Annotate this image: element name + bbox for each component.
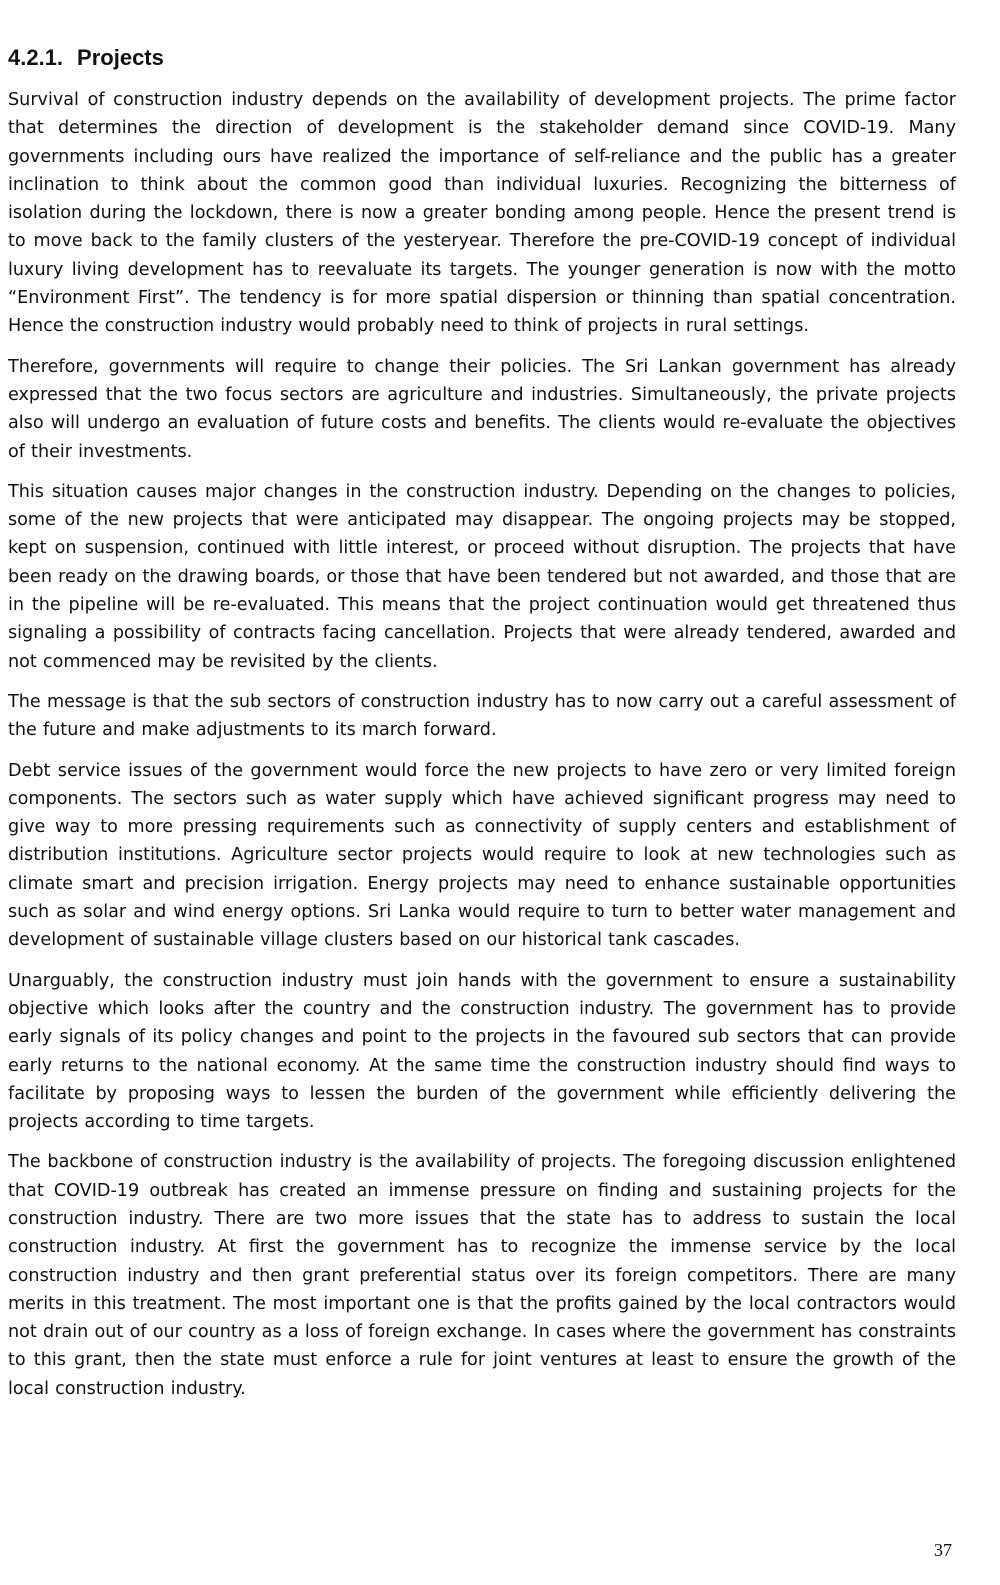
section-heading: [8, 44, 956, 72]
paragraph: Survival of construction industry depends on the availability of development projects. The prime factor that determines the direction of development is the stakeholder demand since COVID-19. Many governments including ours have realized the importance of self-reliance and the public has a greater inclination to think about the common good than individual luxuries. Recognizing the bitterness of isolation during the lockdown, there is now a greater bonding among people. Hence the present trend is to move back to the family clusters of the yesteryear. Therefore the pre-COVID-19 concept of individual luxury living development has to reevaluate its targets. The younger generation is now with the motto “Environment First”. The tendency is for more spatial dispersion or thinning than spatial concentration. Hence the construction industry would probably need to think of projects in rural settings.: [8, 90, 956, 337]
section-number: 4.2.1.: [8, 45, 64, 70]
document-page: [8, 44, 956, 1415]
section-title: Projects: [77, 45, 164, 70]
paragraph: The message is that the sub sectors of construction industry has to now carry out a careful assessment of the future and make adjustments to its march forward.: [8, 691, 956, 741]
paragraph: Debt service issues of the government would force the new projects to have zero or very limited foreign components. The sectors such as water supply which have achieved significant progress may need to give way to more pressing requirements such as connectivity of supply centers and establishment of distribution institutions. Agriculture sector projects would require to look at new technologies such as climate smart and precision irrigation. Energy projects may need to enhance sustainable opportunities such as solar and wind energy options. Sri Lanka would require to turn to better water management and development of sustainable village clusters based on our historical tank cascades.: [8, 760, 956, 951]
page-number: 37: [934, 1540, 952, 1560]
paragraph: The backbone of construction industry is the availability of projects. The foregoing discussion enlightened that COVID-19 outbreak has created an immense pressure on finding and sustaining projects for the construction industry. There are two more issues that the state has to address to sustain the local construction industry. At first the government has to recognize the immense service by the local construction industry and then grant preferential status over its foreign competitors. There are many merits in this treatment. The most important one is that the profits gained by the local contractors would not drain out of our country as a loss of foreign exchange. In cases where the government has constraints to this grant, then the state must enforce a rule for joint ventures at least to ensure the growth of the local construction industry.: [8, 1152, 956, 1399]
paragraph: This situation causes major changes in the construction industry. Depending on the changes to policies, some of the new projects that were anticipated may disappear. The ongoing projects may be stopped, kept on suspension, continued with little interest, or proceed without disruption. The projects that have been ready on the drawing boards, or those that have been tendered but not awarded, and those that are in the pipeline will be re-evaluated. This means that the project continuation would get threatened thus signaling a possibility of contracts facing cancellation. Projects that were already tendered, awarded and not commenced may be revisited by the clients.: [8, 481, 956, 672]
paragraph: Therefore, governments will require to change their policies. The Sri Lankan government has already expressed that the two focus sectors are agriculture and industries. Simultaneously, the private projects also will undergo an evaluation of future costs and benefits. The clients would re-evaluate the objectives of their investments.: [8, 356, 956, 462]
paragraph: Unarguably, the construction industry must join hands with the government to ensure a sustainability objective which looks after the country and the construction industry. The government has to provide early signals of its policy changes and point to the projects in the favoured sub sectors that can provide early returns to the national economy. At the same time the construction industry should find ways to facilitate by proposing ways to lessen the burden of the government while efficiently delivering the projects according to time targets.: [8, 970, 956, 1133]
